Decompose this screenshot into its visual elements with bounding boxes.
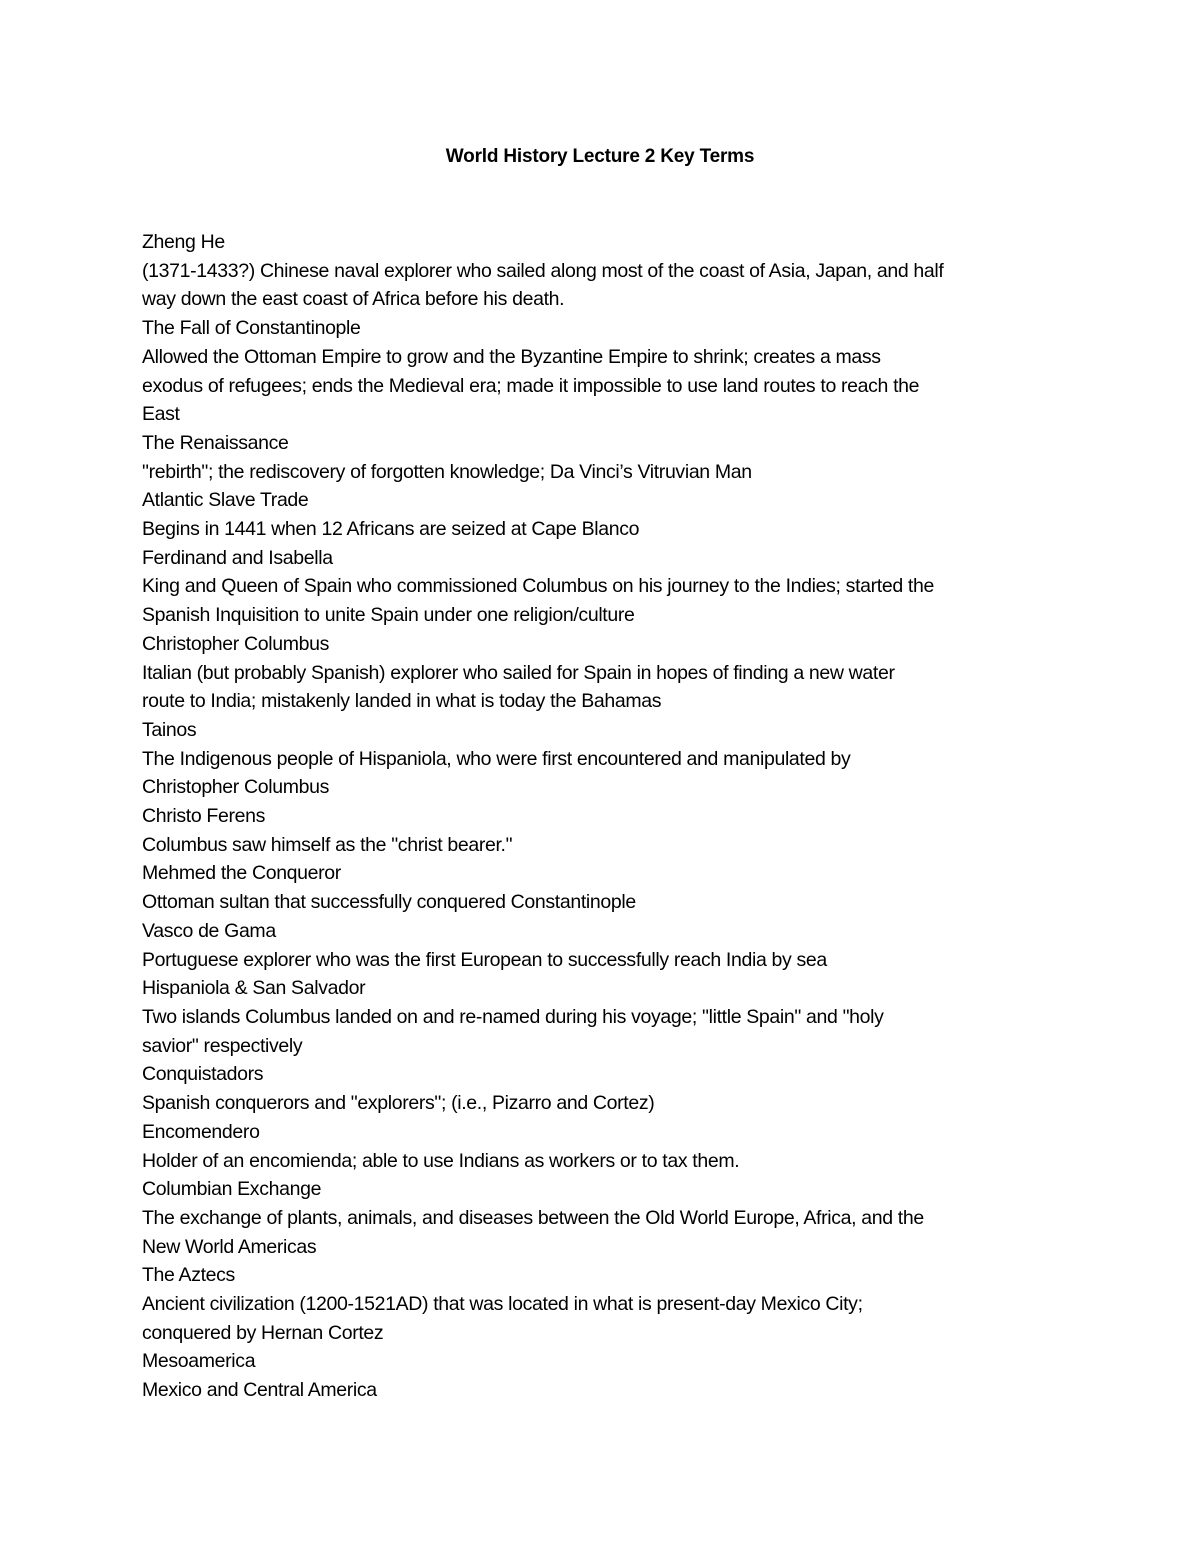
term-entry — [142, 1261, 1062, 1347]
term-entry — [142, 486, 1062, 543]
term-entry — [142, 1060, 1062, 1117]
term-definition-line: exodus of refugees; ends the Medieval era; made it impossible to use land routes to reach the — [142, 374, 920, 397]
term-name: Mehmed the Conqueror — [142, 862, 341, 885]
term-name: Atlantic Slave Trade — [142, 489, 309, 512]
term-name: The Fall of Constantinople — [142, 317, 361, 340]
term-definition-line: Spanish conquerors and "explorers"; (i.e., Pizarro and Cortez) — [142, 1092, 655, 1115]
term-definition-line: King and Queen of Spain who commissioned Columbus on his journey to the Indies; started the — [142, 575, 934, 598]
term-name: Columbian Exchange — [142, 1178, 322, 1201]
document-title: World History Lecture 2 Key Terms — [445, 146, 755, 167]
term-entry — [142, 314, 1062, 429]
term-definition-line: Mexico and Central America — [142, 1379, 377, 1402]
term-definition-line: New World Americas — [142, 1235, 317, 1258]
term-definition-line: conquered by Hernan Cortez — [142, 1321, 384, 1344]
term-entry — [142, 917, 1062, 974]
term-definition-line: Holder of an encomienda; able to use Indians as workers or to tax them. — [142, 1149, 740, 1172]
term-definition-line: Two islands Columbus landed on and re-named during his voyage; "little Spain" and "holy — [142, 1005, 884, 1028]
term-definition-line: savior" respectively — [142, 1034, 303, 1057]
term-name: Vasco de Gama — [142, 919, 276, 942]
term-definition-line: East — [142, 403, 180, 426]
term-entry — [142, 716, 1062, 802]
term-name: Encomendero — [142, 1120, 260, 1143]
term-definition-line: route to India; mistakenly landed in what is today the Bahamas — [142, 690, 662, 713]
term-name: Tainos — [142, 718, 197, 741]
term-definition-line: The Indigenous people of Hispaniola, who were first encountered and manipulated by — [142, 747, 851, 770]
term-definition-line: Ancient civilization (1200-1521AD) that was located in what is present-day Mexico City; — [142, 1293, 863, 1316]
term-definition-line: Allowed the Ottoman Empire to grow and the Byzantine Empire to shrink; creates a mass — [142, 345, 881, 368]
term-name: Zheng He — [142, 231, 225, 253]
term-entry — [142, 228, 1062, 314]
term-entry — [142, 1347, 1062, 1404]
term-definition-line: Spanish Inquisition to unite Spain under one religion/culture — [142, 604, 635, 627]
term-definition-line: The exchange of plants, animals, and diseases between the Old World Europe, Africa, and the — [142, 1206, 924, 1229]
term-name: Christo Ferens — [142, 805, 265, 828]
term-entry — [142, 974, 1062, 1060]
term-entry — [142, 630, 1062, 716]
term-entry — [142, 429, 1062, 486]
term-entry — [142, 1118, 1062, 1175]
term-definition-line: way down the east coast of Africa before his death. — [142, 288, 565, 311]
term-name: The Renaissance — [142, 431, 289, 454]
term-entry — [142, 859, 1062, 916]
term-entry — [142, 544, 1062, 630]
term-definition-line: Begins in 1441 when 12 Africans are seized at Cape Blanco — [142, 518, 640, 541]
term-name: Hispaniola & San Salvador — [142, 977, 366, 1000]
term-definition-line: Christopher Columbus — [142, 776, 330, 799]
term-definition-line: Italian (but probably Spanish) explorer who sailed for Spain in hopes of finding a new water — [142, 661, 895, 684]
term-name: Ferdinand and Isabella — [142, 546, 333, 569]
term-entry — [142, 1175, 1062, 1261]
term-definition-line: Ottoman sultan that successfully conquered Constantinople — [142, 891, 636, 914]
key-terms-list — [142, 228, 1062, 1405]
term-entry — [142, 802, 1062, 859]
term-name: The Aztecs — [142, 1264, 235, 1287]
term-definition-line: Columbus saw himself as the "christ bearer." — [142, 833, 513, 856]
term-name: Mesoamerica — [142, 1350, 256, 1373]
term-definition-line: (1371-1433?) Chinese naval explorer who sailed along most of the coast of Asia, Japan, and half — [142, 259, 944, 282]
term-name: Conquistadors — [142, 1063, 264, 1086]
term-definition-line: Portuguese explorer who was the first European to successfully reach India by sea — [142, 948, 827, 971]
term-name: Christopher Columbus — [142, 632, 330, 655]
term-definition-line: "rebirth"; the rediscovery of forgotten knowledge; Da Vinci’s Vitruvian Man — [142, 460, 752, 483]
